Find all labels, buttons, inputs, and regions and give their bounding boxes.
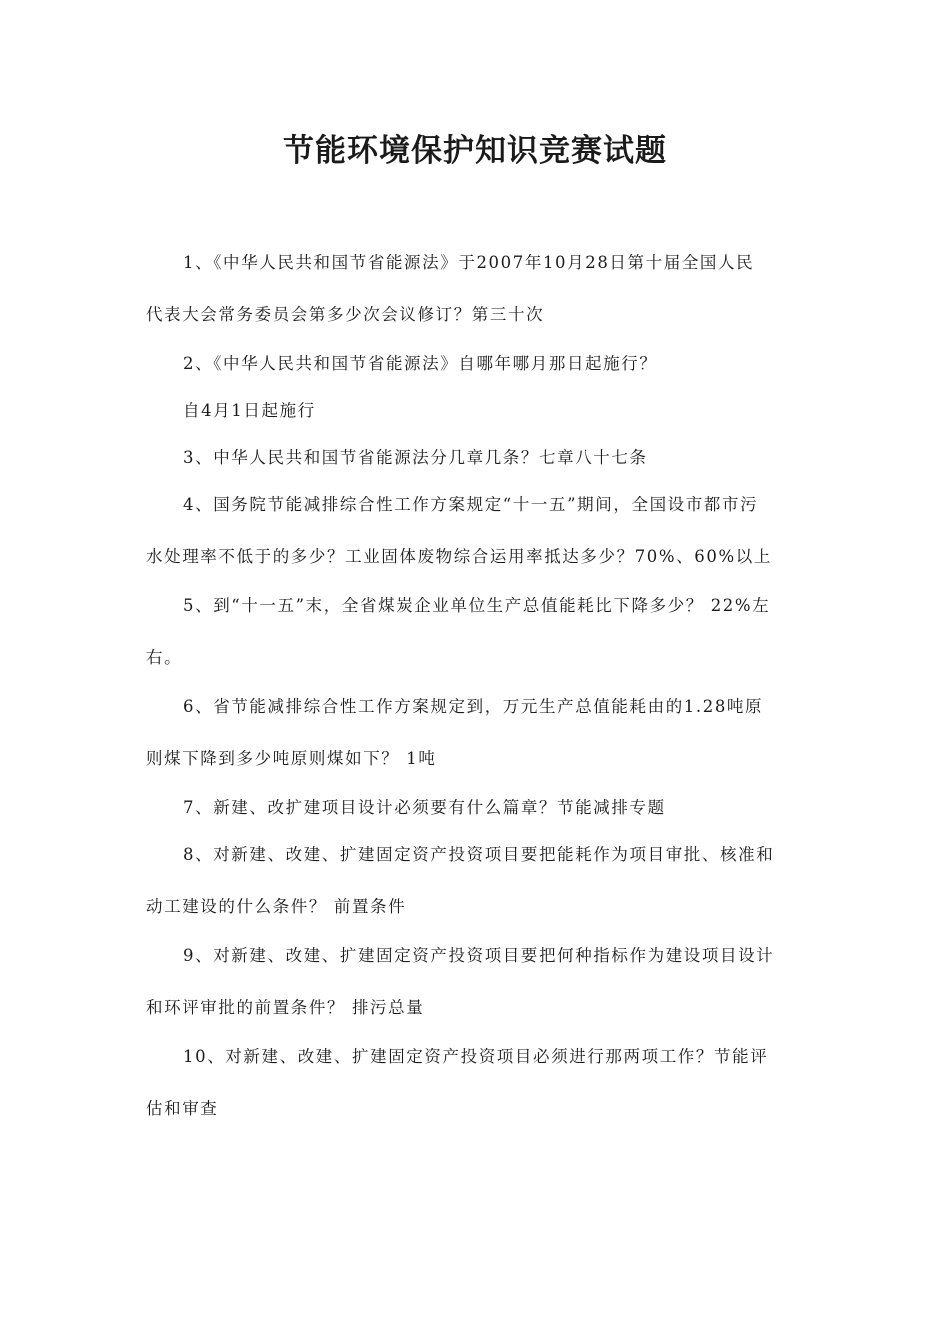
question-4-line-2: 水处理率不低于的多少？工业固体废物综合运用率抵达多少？70%、60%以上: [146, 547, 772, 566]
question-9-line-2: 和环评审批的前置条件？ 排污总量: [146, 998, 425, 1017]
question-3-line-1: 3、中华人民共和国节省能源法分几章几条？七章八十七条: [183, 448, 648, 467]
question-2-line-1: 2、《中华人民共和国节省能源法》自哪年哪月那日起施行？: [183, 354, 658, 373]
question-1-line-1: 1、《中华人民共和国节省能源法》于2007年10月28日第十届全国人民: [183, 253, 755, 272]
question-8-line-1: 8、对新建、改建、扩建固定资产投资项目要把能耗作为项目审批、核准和: [183, 845, 775, 864]
question-6-line-1: 6、省节能减排综合性工作方案规定到，万元生产总值能耗由的1.28吨原: [183, 697, 764, 716]
question-6-line-2: 则煤下降到多少吨原则煤如下？ 1吨: [146, 749, 437, 768]
question-7-line-1: 7、新建、改扩建项目设计必须要有什么篇章？节能减排专题: [183, 798, 666, 817]
question-4-line-1: 4、国务院节能减排综合性工作方案规定“十一五”期间，全国设市都市污: [183, 495, 759, 514]
question-5-line-2: 右。: [146, 648, 183, 667]
question-8-line-2: 动工建设的什么条件？ 前置条件: [146, 897, 407, 916]
question-2-answer: 自4月1日起施行: [183, 401, 316, 420]
question-10-line-1: 10、对新建、改建、扩建固定资产投资项目必须进行那两项工作？节能评: [183, 1047, 769, 1066]
question-1-line-2: 代表大会常务委员会第多少次会议修订？第三十次: [146, 305, 545, 324]
question-9-line-1: 9、对新建、改建、扩建固定资产投资项目要把何种指标作为建设项目设计: [183, 946, 775, 965]
question-10-line-2: 估和审查: [146, 1099, 219, 1118]
question-5-line-1: 5、到“十一五”末，全省煤炭企业单位生产总值能耗比下降多少？ 22%左: [183, 596, 771, 615]
page-title: 节能环境保护知识竞赛试题: [283, 133, 667, 169]
